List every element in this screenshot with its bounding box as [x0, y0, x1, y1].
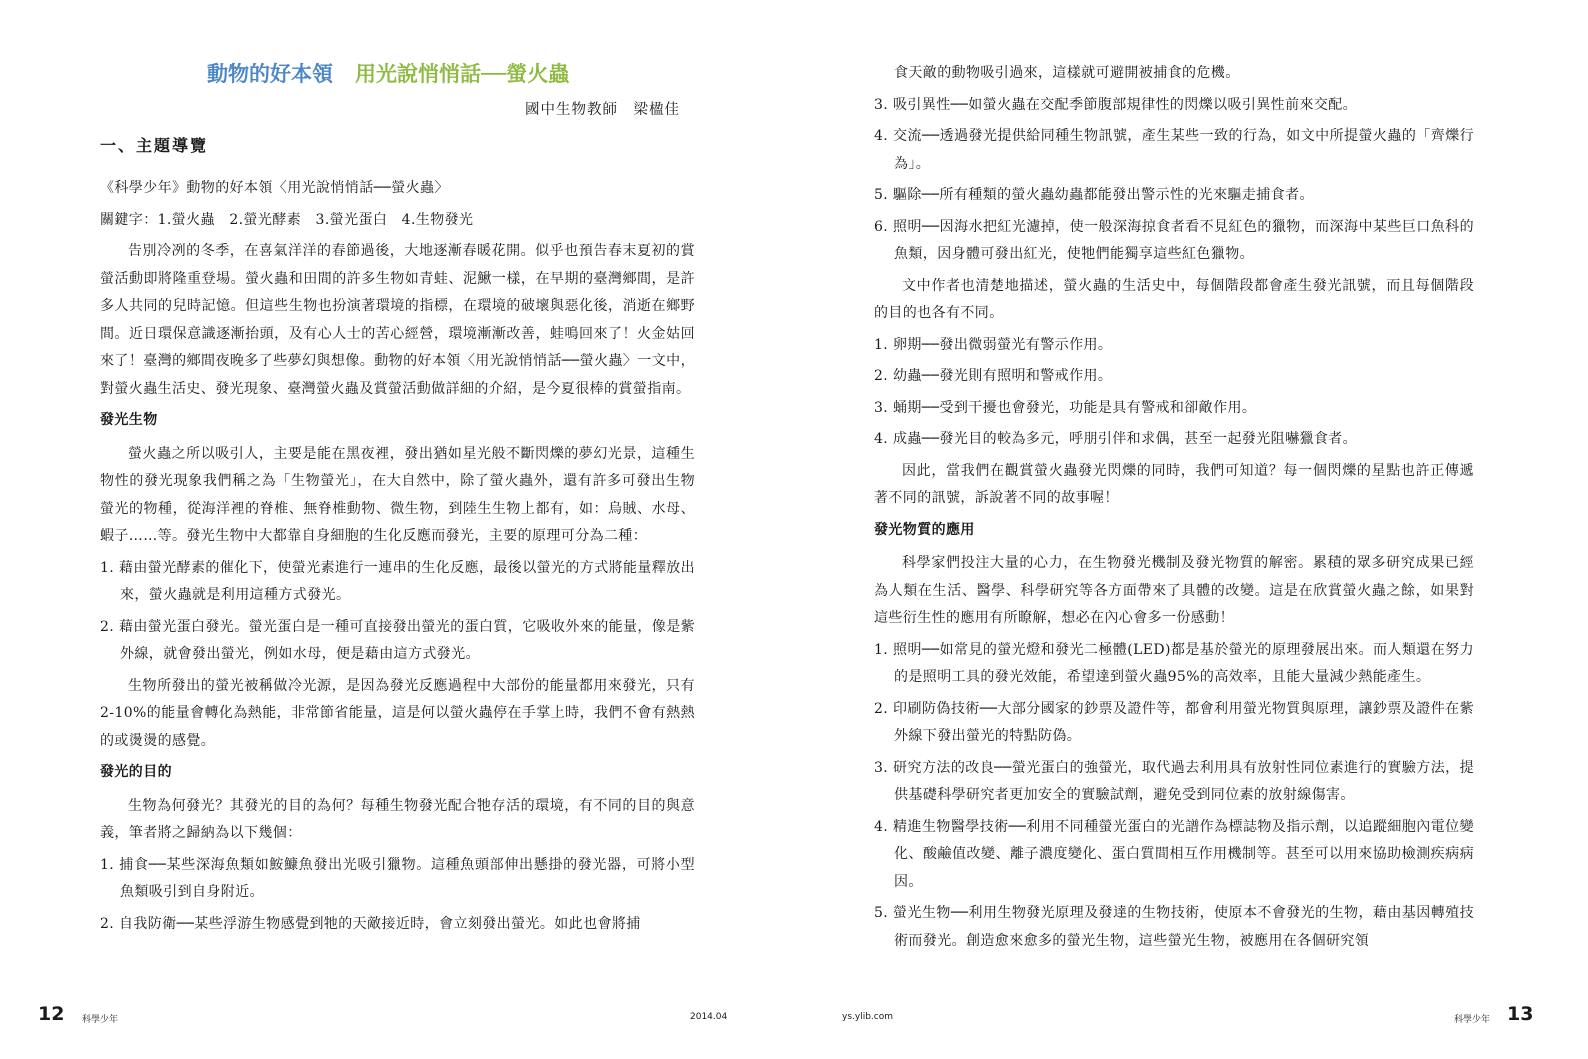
paragraph-5: 文中作者也清楚地描述，螢火蟲的生活史中，每個階段都會產生發光訊號，而且每個階段的目的也各有不同。	[874, 277, 1474, 321]
left-column	[100, 175, 695, 942]
article-title	[207, 58, 569, 88]
list-item: 6. 照明──因海水把紅光濾掉，使一般深海掠食者看不見紅色的獵物，而深海中某些巨口魚科的魚類，因身體可發出紅光，使牠們能獨享這些紅色獵物。	[874, 218, 1474, 262]
paragraph-2: 螢火蟲之所以吸引人，主要是能在黑夜裡，發出猶如星光般不斷閃爍的夢幻光景，這種生物性的發光現象我們稱之為「生物螢光」，在大自然中，除了螢火蟲外，還有許多可發出生物螢光的物種，從海洋裡的脊椎、無脊椎動物、微生物，到陸生生物上都有，如：烏賊、水母、蝦子……等。發光生物中大都靠自身細胞的生化反應而發光，主要的原理可分為二種：	[100, 445, 695, 544]
paragraph-4: 生物為何發光？其發光的目的為何？每種生物發光配合牠存活的環境，有不同的目的與意義，筆者將之歸納為以下幾個：	[100, 797, 695, 841]
intro-line: 《科學少年》動物的好本領〈用光說悄悄話──螢火蟲〉	[100, 180, 449, 196]
list-item: 4. 精進生物醫學技術──利用不同種螢光蛋白的光譜作為標誌物及指示劑，以追蹤細胞內電位變化、酸鹼值改變、離子濃度變化、蛋白質間相互作用機制等。甚至可以用來協助檢測疾病病因。	[874, 818, 1474, 890]
list-item: 3. 研究方法的改良──螢光蛋白的強螢光，取代過去利用具有放射性同位素進行的實驗方法，提供基礎科學研究者更加安全的實驗試劑，避免受到同位素的放射線傷害。	[874, 759, 1474, 803]
right-column	[874, 60, 1474, 959]
list-item: 4. 成蟲──發光目的較為多元，呼朋引伴和求偶，甚至一起發光阻嚇獵食者。	[874, 431, 1358, 447]
mechanism-list	[100, 555, 695, 669]
website: ys.ylib.com	[842, 1012, 893, 1022]
issue-date: 2014.04	[690, 1012, 728, 1022]
list-item: 1. 藉由螢光酵素的催化下，使螢光素進行一連串的生化反應，最後以螢光的方式將能量釋放出來，螢火蟲就是利用這種方式發光。	[100, 559, 696, 603]
list-item: 5. 螢光生物──利用生物發光原理及發達的生物技術，使原本不會發光的生物，藉由基因轉殖技術而發光。創造愈來愈多的螢光生物，這些螢光生物，被應用在各個研究領	[874, 905, 1474, 949]
heading-purpose: 發光的目的	[100, 764, 172, 780]
keywords-line: 關鍵字：1.螢火蟲 2.螢光酵素 3.螢光蛋白 4.生物發光	[100, 211, 474, 228]
application-list	[874, 637, 1474, 956]
magazine-name-left: 科學少年	[82, 1015, 119, 1025]
list-item: 5. 驅除──所有種類的螢火蟲幼蟲都能發出警示性的光來驅走捕食者。	[874, 187, 1314, 203]
heading-applications: 發光物質的應用	[874, 521, 975, 538]
purpose-list-continued	[874, 92, 1474, 269]
section-heading: 一、主題導覽	[100, 136, 209, 155]
list-item: 3. 吸引異性──如螢火蟲在交配季節腹部規律性的閃爍以吸引異性前來交配。	[874, 96, 1358, 113]
list-item: 2. 自我防衛──某些浮游生物感覺到牠的天敵接近時，會立刻發出螢光。如此也會將捕	[100, 915, 641, 932]
purpose-list	[100, 852, 695, 939]
title-part1: 動物的好本領	[207, 62, 333, 86]
list-item: 2. 藉由螢光蛋白發光。螢光蛋白是一種可直接發出螢光的蛋白質，它吸收外來的能量，像是紫外線，就會發出螢光，例如水母，便是藉由這方式發光。	[100, 618, 696, 662]
author-line: 國中生物教師 梁楹佳	[525, 102, 680, 118]
list-item: 2. 幼蟲──發光則有照明和警戒作用。	[874, 368, 1113, 384]
list-item: 1. 照明──如常見的螢光燈和發光二極體(LED)都是基於螢光的原理發展出來。而人類還在努力的是照明工具的發光效能，希望達到螢火蟲95%的高效率，且能大量減少熱能產生。	[874, 641, 1474, 685]
right-page	[794, 0, 1588, 1059]
paragraph-1: 告別冷冽的冬季，在喜氣洋洋的春節過後，大地逐漸春暖花開。似乎也預告春末夏初的賞螢活動即將隆重登場。螢火蟲和田間的許多生物如青蛙、泥鰍一樣，在早期的臺灣鄉間，是許多人共同的兒時記憶。但這些生物也扮演著環境的指標，在環境的破壞與惡化後，消逝在鄉野間。近日環保意識逐漸抬頭，及有心人士的苦心經營，環境漸漸改善，蛙鳴回來了！火金姑回來了！臺灣的鄉間夜晚多了些夢幻與想像。動物的好本領〈用光說悄悄話──螢火蟲〉一文中，對螢火蟲生活史、發光現象、臺灣螢火蟲及賞螢活動做詳細的介紹，是今夏很棒的賞螢指南。	[100, 243, 695, 397]
continued-line: 食天敵的動物吸引過來，這樣就可避開被捕食的危機。	[894, 65, 1240, 81]
stage-list	[874, 332, 1474, 454]
magazine-name-right: 科學少年	[1454, 1015, 1491, 1025]
heading-bioluminescence: 發光生物	[100, 412, 158, 428]
page-number-right: 13	[1507, 1003, 1534, 1025]
list-item: 4. 交流──透過發光提供給同種生物訊號，產生某些一致的行為，如文中所提螢火蟲的「齊爍行為」。	[874, 128, 1474, 172]
page-number-left: 12	[38, 1003, 65, 1025]
paragraph-3: 生物所發出的螢光被稱做冷光源，是因為發光反應過程中大部份的能量都用來發光，只有2-10%的能量會轉化為熱能，非常節省能量，這是何以螢火蟲停在手掌上時，我們不會有熱熱的或燙燙的感覺。	[100, 677, 695, 749]
paragraph-7: 科學家們投注大量的心力，在生物發光機制及發光物質的解密。累積的眾多研究成果已經為人類在生活、醫學、科學研究等各方面帶來了具體的改變。這是在欣賞螢火蟲之餘，如果對這些衍生性的應用有所瞭解，想必在內心會多一份感動！	[874, 555, 1474, 626]
list-item: 3. 蛹期──受到干擾也會發光，功能是具有警戒和卻敵作用。	[874, 399, 1257, 416]
list-item: 1. 捕食──某些深海魚類如鮟鱇魚發出光吸引獵物。這種魚頭部伸出懸掛的發光器，可將小型魚類吸引到自身附近。	[100, 856, 695, 900]
list-item: 1. 卵期──發出微弱螢光有警示作用。	[874, 336, 1113, 353]
list-item: 2. 印刷防偽技術──大部分國家的鈔票及證件等，都會利用螢光物質與原理，讓鈔票及證件在紫外線下發出螢光的特點防偽。	[874, 700, 1474, 744]
title-part2: 用光說悄悄話──螢火蟲	[355, 62, 570, 86]
paragraph-6: 因此，當我們在觀賞螢火蟲發光閃爍的同時，我們可知道？每一個閃爍的星點也許正傳遞著不同的訊號，訴說著不同的故事喔！	[874, 462, 1474, 506]
